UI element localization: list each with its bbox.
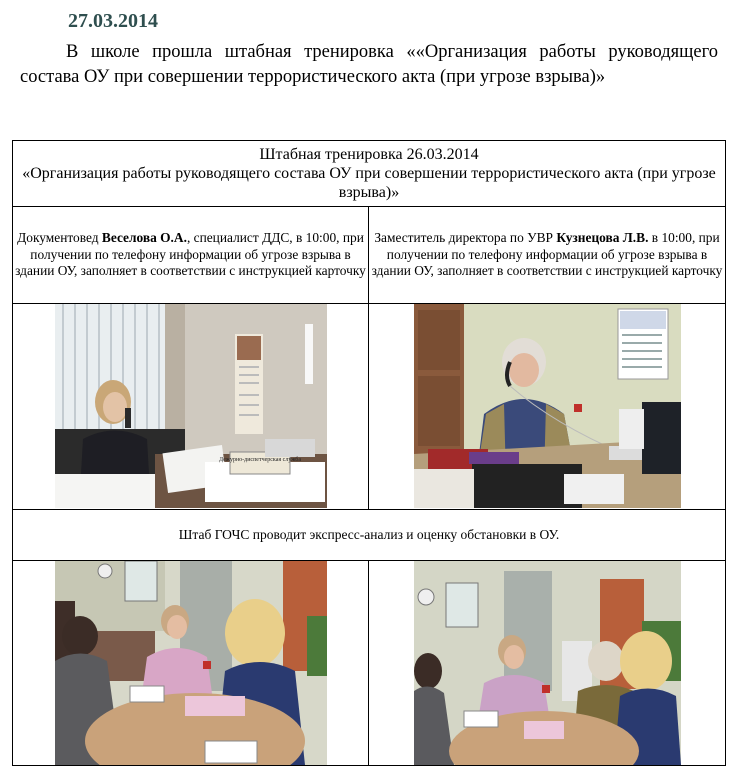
duty-service-sign: Дежурно-диспетчерская служба — [218, 457, 302, 463]
right-description: Заместитель директора по УВР Кузнецова Л.В. в 10:00, при получении по телефону информации об угрозе взрыва в здании ОУ, заполняет в соответствии с инструкцией карточку — [369, 207, 726, 304]
staff-analysis-caption: Штаб ГОЧС проводит экспресс-анализ и оценку обстановки в ОУ. — [13, 510, 726, 561]
photo-deputy-director-on-phone — [414, 304, 681, 508]
photo-cell-left — [13, 304, 369, 510]
person-name-kuznetsova: Кузнецова Л.В. — [556, 230, 649, 246]
person-name-veselova: Веселова О.А. — [101, 230, 187, 246]
photo-cell-meeting-right — [369, 561, 726, 766]
table-title-topic: «Организация работы руководящего состава ОУ при совершении террористического акта (при угрозе взрыва)» — [22, 165, 716, 201]
date-heading: 27.03.2014 — [68, 10, 158, 32]
table-title-date: Штабная тренировка 26.03.2014 — [259, 146, 479, 163]
photo-meeting-left — [55, 561, 327, 765]
training-table — [12, 140, 726, 766]
left-description: Документовед Веселова О.А., специалист ДДС, в 10:00, при получении по телефону информации об угрозе взрыва в здании ОУ, заполняет в соответствии с инструкцией карточку — [13, 207, 369, 304]
photo-documentalist-on-phone — [55, 304, 327, 508]
photo-cell-meeting-left — [13, 561, 369, 766]
table-caption — [13, 141, 726, 207]
photo-meeting-right — [414, 561, 681, 765]
intro-text: В школе прошла штабная тренировка ««Организация работы руководящего состава ОУ при совершении террористического акта (при угрозе взрыва)» — [20, 42, 718, 87]
intro-paragraph — [20, 40, 718, 90]
photo-cell-right — [369, 304, 726, 510]
